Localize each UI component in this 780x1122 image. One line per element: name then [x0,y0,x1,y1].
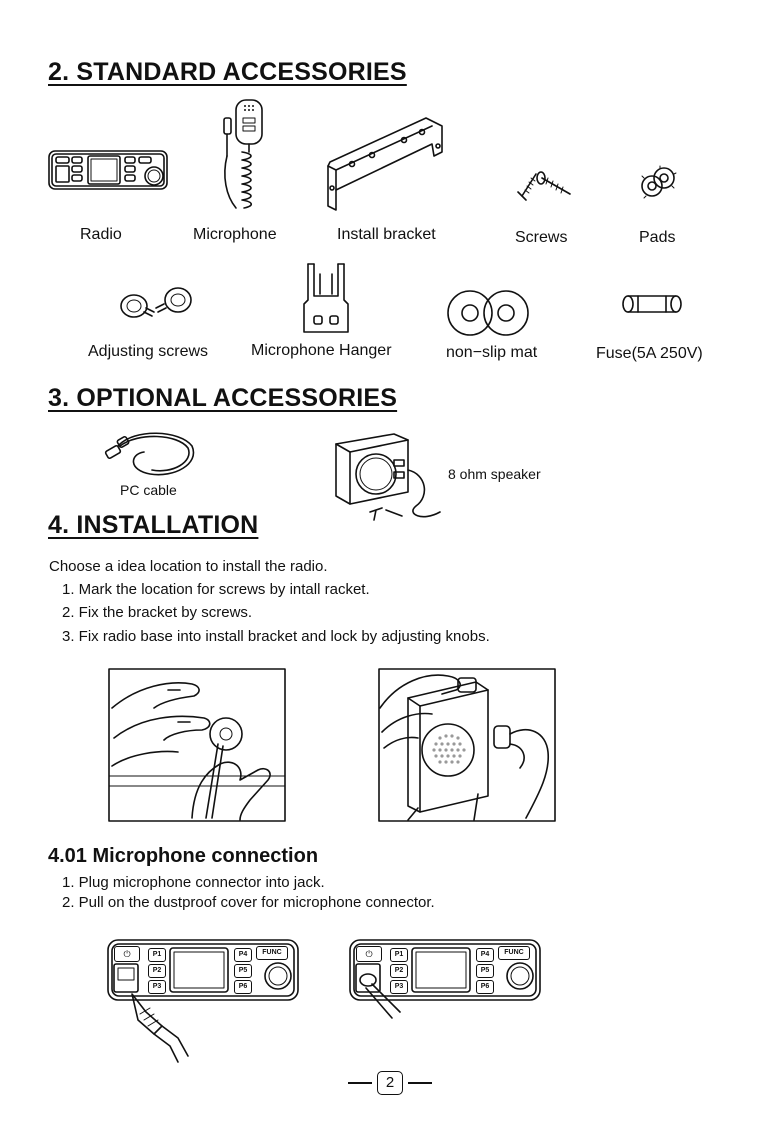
section-title-microphone: 4.01 Microphone connection [48,845,319,867]
caption-adjusting-screws: Adjusting screws [88,343,209,360]
p6-button: P6 [476,980,494,994]
p1-button: P1 [148,948,166,962]
p3-button: P3 [390,980,408,994]
caption-fuse: Fuse(5A 250V) [596,345,703,362]
p4-button: P4 [476,948,494,962]
section-title-optional: 3. OPTIONAL ACCESSORIES [48,384,398,412]
installation-step-3: 3. Fix radio base into install bracket and lock by adjusting knobs. [62,628,490,645]
caption-install-bracket: Install bracket [337,226,436,243]
p5-button: P5 [234,964,252,978]
section-title-standard: 2. STANDARD ACCESSORIES [48,58,407,86]
p3-button: P3 [148,980,166,994]
adjusting-screws-illustration [116,282,196,326]
power-icon: ⏻ [356,946,382,962]
p1-button: P1 [390,948,408,962]
microphone-illustration [214,96,274,220]
installation-adjusting-image [378,668,556,822]
screws-illustration [514,166,574,206]
pads-illustration [638,164,678,204]
installation-intro: Choose a idea location to install the radio. [49,558,328,575]
p6-button: P6 [234,980,252,994]
p2-button: P2 [390,964,408,978]
caption-pc-cable: PC cable [120,482,177,498]
install-bracket-illustration [322,112,448,216]
power-icon: ⏻ [114,946,140,962]
installation-step-2: 2. Fix the bracket by screws. [62,604,253,621]
p2-button: P2 [148,964,166,978]
non-slip-mat-illustration [446,287,532,339]
caption-radio: Radio [80,226,122,243]
caption-screws: Screws [515,229,568,246]
pc-cable-illustration [104,424,200,482]
microphone-step-2: 2. Pull on the dustproof cover for microphone connector. [62,894,435,911]
p5-button: P5 [476,964,494,978]
installation-step-1: 1. Mark the location for screws by intall racket. [62,581,370,598]
fuse-illustration [620,293,684,315]
caption-non-slip-mat: non−slip mat [446,344,538,361]
speaker-illustration [326,430,446,530]
caption-pads: Pads [639,229,676,246]
caption-microphone-hanger: Microphone Hanger [251,342,392,359]
radio-panel-plugging [106,938,302,1064]
section-title-installation: 4. INSTALLATION [48,511,259,539]
p4-button: P4 [234,948,252,962]
func-button: FUNC [256,946,288,960]
page-number-dash-left [348,1082,372,1084]
installation-marking-image [108,668,286,822]
func-button: FUNC [498,946,530,960]
page-number: 2 [377,1071,403,1095]
caption-speaker: 8 ohm speaker [448,466,541,482]
radio-panel-connected [348,938,544,1024]
microphone-hanger-illustration [302,256,354,336]
caption-microphone: Microphone [193,226,277,243]
page-number-dash-right [408,1082,432,1084]
radio-illustration [46,148,170,192]
microphone-step-1: 1. Plug microphone connector into jack. [62,874,325,891]
